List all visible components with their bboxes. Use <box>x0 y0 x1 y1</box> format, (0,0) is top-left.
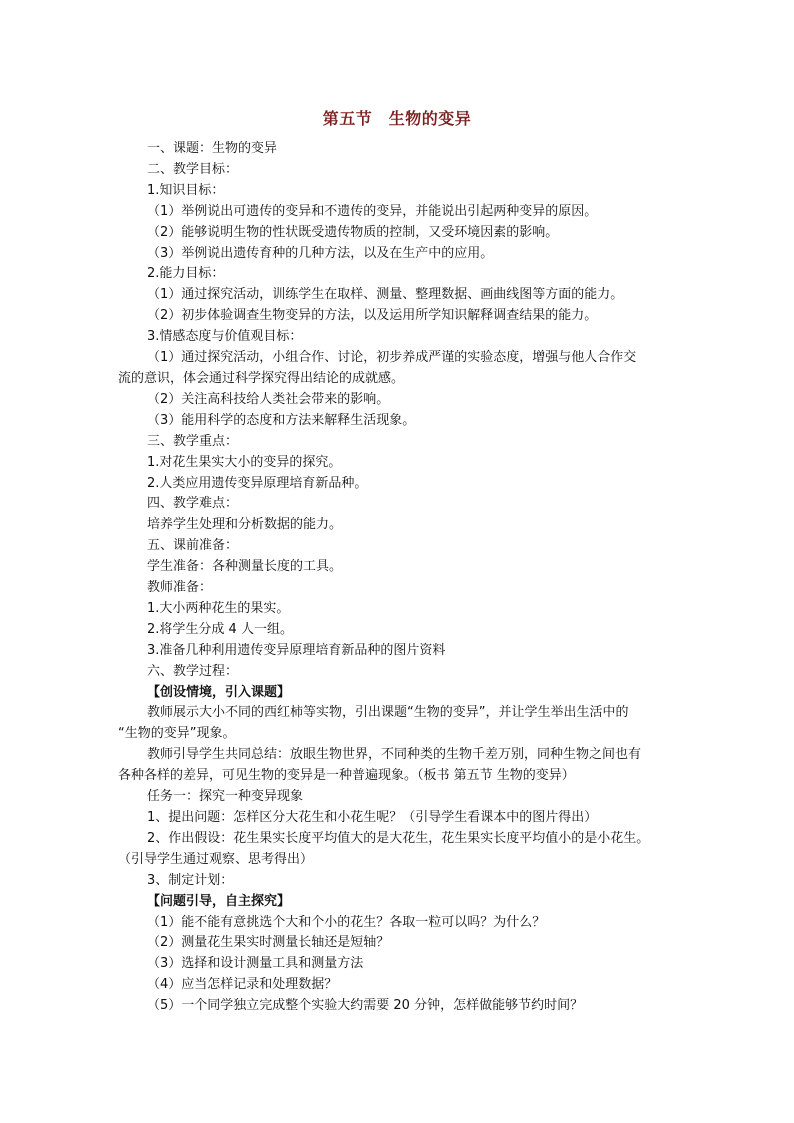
section-heading: 五、课前准备： <box>147 538 239 554</box>
list-item: （5）一个同学独立完成整个实验大约需要 20 分钟，怎样做能够节约时间？ <box>147 998 584 1014</box>
paragraph: 教师展示大小不同的西红柿等实物，引出课题“生物的变异”，并让学生举出生活中的 <box>147 705 629 721</box>
list-item-continuation: （引导学生通过观察、思考得出） <box>118 851 314 867</box>
list-item: 3.准备几种利用遗传变异原理培育新品种的图片资料 <box>147 642 446 658</box>
list-item: （1）能不能有意挑选个大和个小的花生？各取一粒可以吗？为什么？ <box>147 914 546 930</box>
paragraph: 学生准备：各种测量长度的工具。 <box>147 559 343 575</box>
list-item: 3、制定计划： <box>147 872 234 888</box>
section-heading: 四、教学难点： <box>147 496 239 512</box>
list-item: 2、作出假设：花生果实长度平均值大的是大花生，花生果实长度平均值小的是小花生。 <box>147 830 650 846</box>
list-item: 2.将学生分成 4 人一组。 <box>147 621 293 637</box>
paragraph: 培养学生处理和分析数据的能力。 <box>147 517 343 533</box>
paragraph-continuation: 各种各样的差异，可见生物的变异是一种普遍现象。（板书 第五节 生物的变异） <box>118 768 575 784</box>
list-item: （3）能用科学的态度和方法来解释生活现象。 <box>147 412 416 428</box>
subsection-heading: 2.能力目标： <box>147 266 225 282</box>
paragraph: 教师引导学生共同总结：放眼生物世界，不同种类的生物千差万别，同种生物之间也有 <box>147 747 642 763</box>
list-item: 1.对花生果实大小的变异的探究。 <box>147 454 342 470</box>
list-item: 1.大小两种花生的果实。 <box>147 600 290 616</box>
step-heading: 【创设情境，引入课题】 <box>147 684 291 700</box>
list-item: （2）初步体验调查生物变异的方法，以及运用所学知识解释调查结果的能力。 <box>147 308 598 324</box>
list-item: （1）通过探究活动，小组合作、讨论，初步养成严谨的实验态度，增强与他人合作交 <box>147 350 637 366</box>
list-item: 1、提出问题：怎样区分大花生和小花生呢？（引导学生看课本中的图片得出） <box>147 810 598 825</box>
list-item: （1）通过探究活动，训练学生在取样、测量、整理数据、画曲线图等方面的能力。 <box>147 287 624 303</box>
page-title: 第五节 生物的变异 <box>322 109 472 128</box>
list-item: 2.人类应用遗传变异原理培育新品种。 <box>147 475 368 491</box>
list-item: （2）测量花生果实时测量长轴还是短轴？ <box>147 935 390 951</box>
section-heading: 一、课题：生物的变异 <box>147 141 278 156</box>
subsection-heading: 3.情感态度与价值观目标： <box>147 329 303 345</box>
list-item-continuation: 流的意识，体会通过科学探究得出结论的成就感。 <box>118 370 405 386</box>
list-item: （1）举例说出可遗传的变异和不遗传的变异，并能说出引起两种变异的原因。 <box>147 203 598 219</box>
paragraph-continuation: “生物的变异”现象。 <box>118 726 236 742</box>
list-item: （2）关注高科技给人类社会带来的影响。 <box>147 391 390 407</box>
section-heading: 三、教学重点： <box>147 433 239 449</box>
task-heading: 任务一：探究一种变异现象 <box>147 789 304 805</box>
document-body <box>118 139 678 1017</box>
subsection-heading: 1.知识目标： <box>147 182 225 198</box>
paragraph: 教师准备： <box>147 580 213 596</box>
section-heading: 二、教学目标： <box>147 161 239 177</box>
step-heading: 【问题引导，自主探究】 <box>147 893 291 909</box>
list-item: （4）应当怎样记录和处理数据？ <box>147 977 338 993</box>
section-heading: 六、教学过程： <box>147 663 239 679</box>
list-item: （3）举例说出遗传育种的几种方法，以及在生产中的应用。 <box>147 245 494 261</box>
list-item: （2）能够说明生物的性状既受遗传物质的控制，又受环境因素的影响。 <box>147 224 559 240</box>
list-item: （3）选择和设计测量工具和测量方法 <box>147 956 364 972</box>
